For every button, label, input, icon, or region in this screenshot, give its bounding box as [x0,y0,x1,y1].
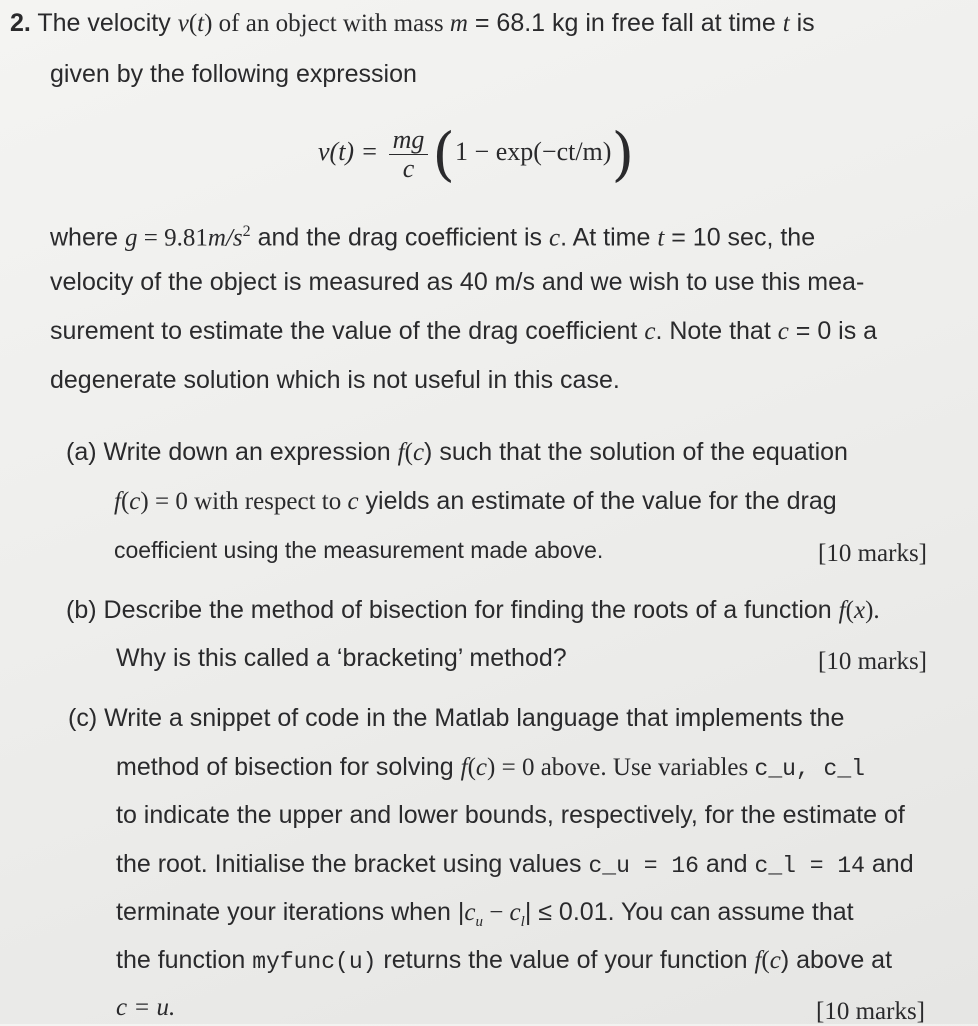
math-var: c [475,754,488,781]
text: terminate your iterations when | [116,898,465,926]
math-var: t [782,10,790,37]
text: returns the value of your function [376,946,755,974]
text: method of bisection for solving [116,753,461,781]
code-bounds-variables: c_u, c_l [754,756,865,782]
part-b-label: (b) [66,596,97,624]
math: − [482,899,510,926]
math-var: c [644,318,656,345]
fraction-denominator: c [402,153,415,183]
math: ( [845,597,854,624]
text: yields an estimate of the value for the drag [358,487,837,515]
math-unit: m/s [207,224,243,252]
left-paren: ( [432,120,456,189]
question-number: 2. [10,9,31,37]
text: and the drag coefficient is [250,223,549,252]
equation-body: 1 − exp(−ct/m) [455,137,612,166]
math-sup: 2 [242,223,251,240]
question-line-2: given by the following expression [50,60,417,88]
paragraph-line-3 [50,316,877,347]
math-sub: u [475,914,483,930]
question-line-1 [10,8,815,39]
text: ) = 0 above. Use variables [487,754,755,781]
text: Describe the method of bisection for finding the roots of a function [103,596,839,624]
text: ) above at [780,946,893,974]
math: ( [467,754,476,781]
math-sub: l [520,914,525,930]
code-cu-init: c_u = 16 [588,853,699,879]
text: surement to estimate the value of the drag coefficient [50,317,645,345]
math-var: f [114,488,121,515]
part-c-line-4 [116,849,914,881]
part-a-label: (a) [66,438,97,466]
part-c-line-2 [116,752,865,784]
math-var: t [657,224,665,252]
equation-fraction [389,126,429,183]
paragraph-line-4: degenerate solution which is not useful in this case. [50,366,620,394]
math: ( [188,10,198,37]
math-var: c [129,488,141,515]
text: = 0 is a [788,317,878,345]
part-b-line-1 [66,595,880,626]
velocity-equation [318,112,634,192]
math-var: c [347,488,359,515]
text: and [864,850,914,878]
text: the root. Initialise the bracket using values [116,850,589,878]
equation-lhs: v(t) = [318,137,379,166]
text: Write down an expression [103,438,398,466]
code-cl-init: c_l = 14 [754,853,865,879]
text: and [698,850,755,878]
math-var: c [548,224,561,252]
math: ( [120,488,130,515]
part-a-line-1 [66,437,848,468]
text: Write a snippet of code in the Matlab language that implements the [104,704,845,732]
math: ). [865,597,880,624]
math-var: c [777,318,789,345]
right-paren: ) [611,120,635,189]
text: is [789,9,815,37]
part-c-line-5 [116,897,854,937]
math-var: f [754,947,762,974]
math: ( [761,947,770,974]
part-a-line-2 [114,486,837,517]
math-var: m [449,10,468,37]
math-var: f [397,439,405,466]
math-var: v [177,10,189,37]
paragraph-line-1 [50,217,815,253]
text: The velocity [37,9,178,37]
part-a-line-3: coefficient using the measurement made above. [114,537,604,563]
text: ) of an object with mass [204,10,450,37]
math: ( [404,439,413,466]
text: where [50,223,126,252]
math: = 9.81 [137,224,208,252]
text: | ≤ 0.01. You can assume that [524,898,854,926]
math-var: f [838,597,846,624]
text: ) = 0 with respect to [140,488,348,515]
part-c-label: (c) [68,704,98,732]
math-var: c [769,947,781,974]
part-c-marks: [10 marks] [816,998,925,1025]
math-var: g [125,224,138,252]
math-var: c [464,899,476,926]
part-a-marks: [10 marks] [818,540,927,567]
text: . At time [560,223,658,252]
part-b-line-2: Why is this called a ‘bracketing’ method? [116,644,567,672]
text: = 68.1 kg in free fall at time [467,9,783,37]
paragraph-line-2: velocity of the object is measured as 40 m/s and we wish to use this mea- [50,268,865,296]
text: . Note that [655,317,778,345]
part-c-line-7: c = u. [116,994,176,1021]
part-c-line-6 [116,945,892,977]
math-var: c [509,899,521,926]
math-var: x [853,597,866,624]
math-var: c [412,439,425,466]
part-b-marks: [10 marks] [818,648,927,675]
text: the function [116,946,253,974]
part-c-line-1 [68,703,844,733]
text: = 10 sec, the [664,223,816,252]
math-var: f [460,754,468,781]
math-var: t [197,10,205,37]
fraction-numerator: mg [389,126,429,155]
part-c-line-3: to indicate the upper and lower bounds, respectively, for the estimate of [116,801,905,829]
text: ) such that the solution of the equation [424,438,848,466]
code-myfunc: myfunc(u) [252,949,377,975]
